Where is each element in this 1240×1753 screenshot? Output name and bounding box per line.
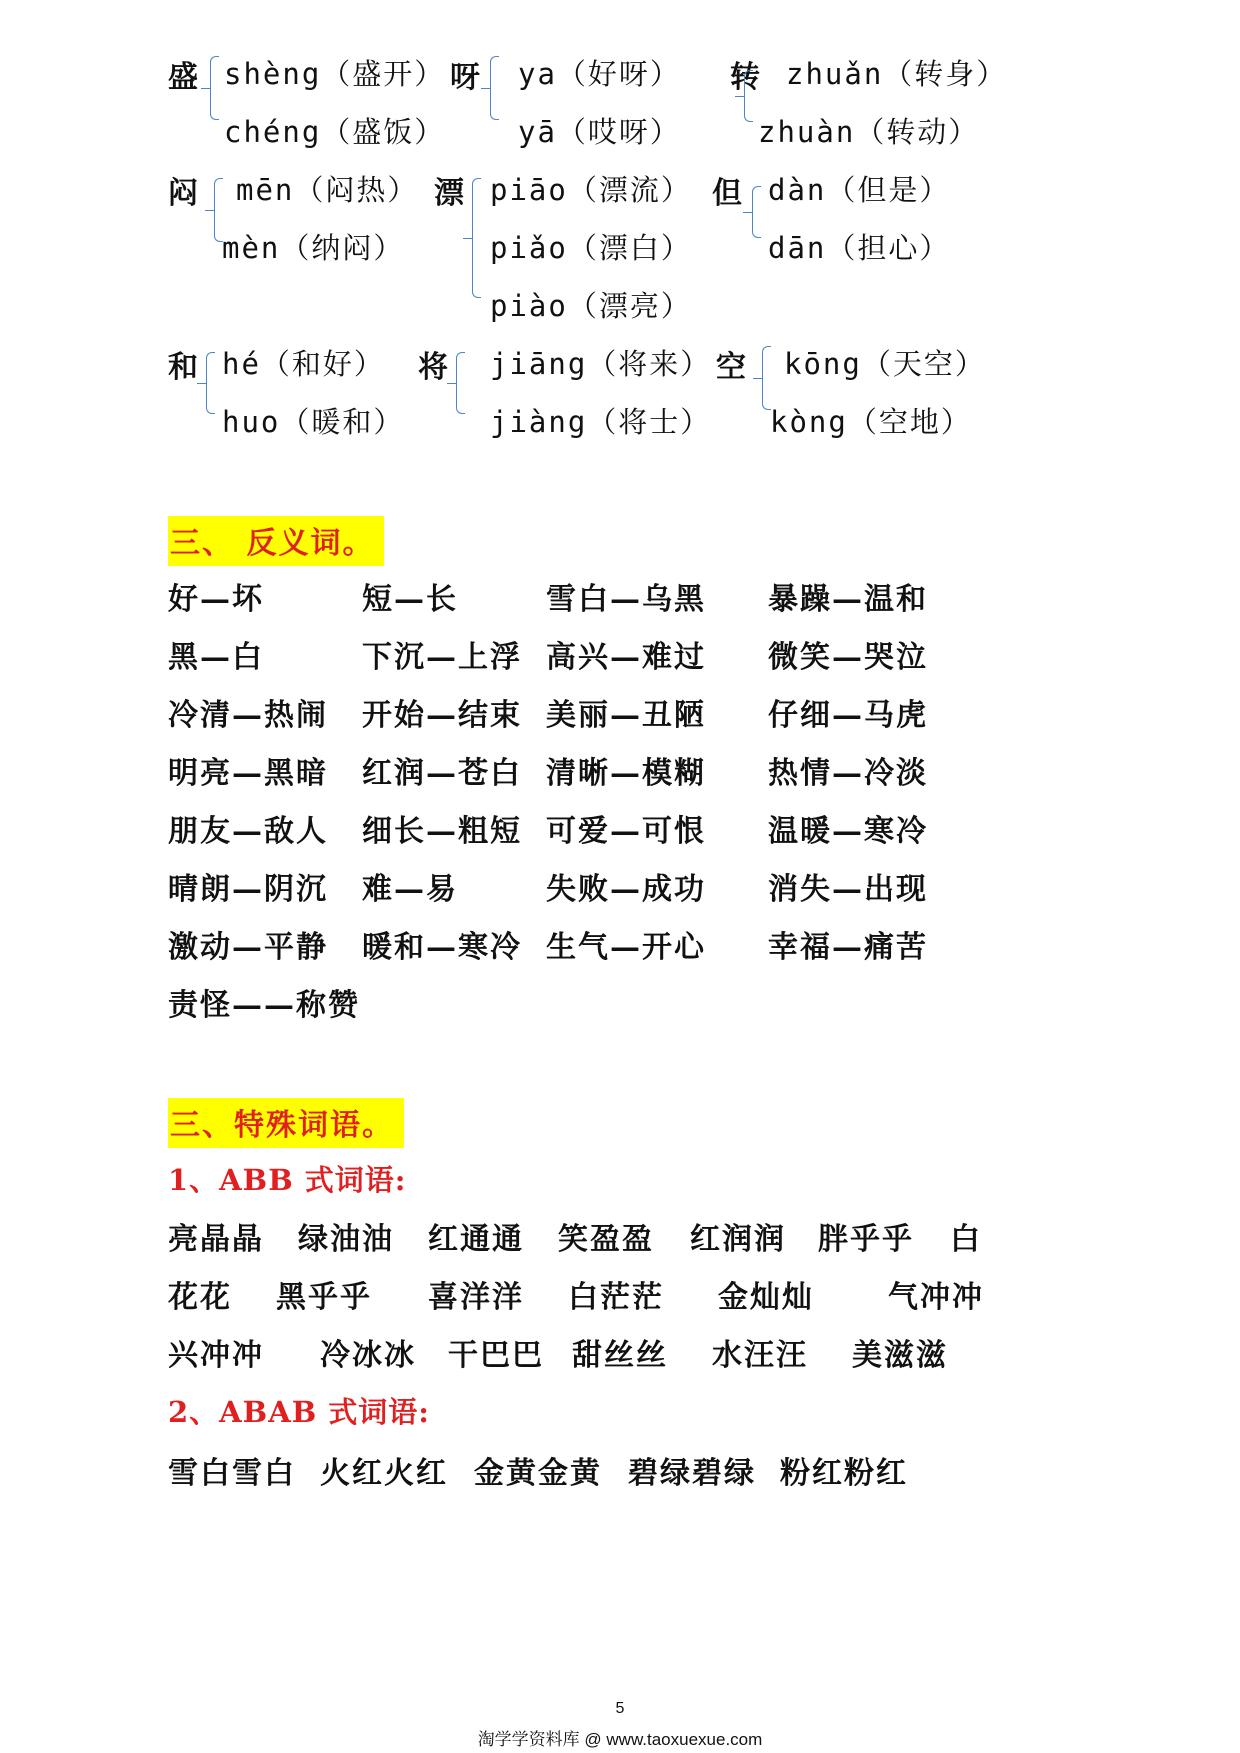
antonym-pair: 消失—出现 (768, 872, 928, 907)
brace-icon (744, 70, 753, 122)
antonym-pair: 责怪——称赞 (168, 988, 360, 1023)
special-words-heading: 三、特殊词语。 (168, 1098, 404, 1148)
abb-word: 红通通 (428, 1222, 524, 1257)
antonym-pair: 仔细—马虎 (768, 698, 928, 733)
abb-word: 金灿灿 (718, 1280, 814, 1315)
abb-word: 花花 (168, 1280, 232, 1315)
antonym-pair: 晴朗—阴沉 (168, 872, 328, 907)
brace-icon (490, 56, 499, 120)
antonyms-heading: 三、 反义词。 (168, 516, 384, 566)
abab-word: 雪白雪白 (168, 1456, 296, 1491)
poly-reading: jiāng（将来） (490, 347, 712, 381)
abb-word: 笑盈盈 (558, 1222, 654, 1257)
antonym-pair: 温暖—寒冷 (768, 814, 928, 849)
antonym-pair: 激动—平静 (168, 930, 328, 965)
abb-word: 胖乎乎 (818, 1222, 914, 1257)
poly-char: 转 (730, 60, 760, 95)
poly-reading: hé（和好） (222, 347, 385, 381)
poly-reading: mēn（闷热） (236, 173, 419, 207)
antonym-pair: 可爱—可恨 (546, 814, 706, 849)
poly-char: 和 (168, 350, 198, 385)
antonym-pair: 暖和—寒冷 (362, 930, 522, 965)
poly-reading: kòng（空地） (770, 405, 972, 439)
antonym-pair: 难—易 (362, 872, 458, 907)
page-number: 5 (615, 1700, 625, 1717)
poly-reading: zhuàn（转动） (758, 115, 980, 149)
footer-watermark: 淘学学资料库 @ www.taoxuexue.com (477, 1730, 763, 1749)
poly-reading: piào（漂亮） (490, 289, 692, 323)
abab-heading: 2、ABAB 式词语: (168, 1395, 431, 1429)
antonym-pair: 美丽—丑陋 (546, 698, 706, 733)
abb-word: 冷冰冰 (320, 1338, 416, 1373)
antonym-pair: 雪白—乌黑 (546, 582, 706, 617)
abab-word: 火红火红 (320, 1456, 448, 1491)
poly-char: 闷 (168, 176, 198, 211)
poly-reading: piāo（漂流） (490, 173, 692, 207)
antonym-pair: 红润—苍白 (362, 756, 522, 791)
antonym-pair: 开始—结束 (362, 698, 522, 733)
poly-reading: huo（暖和） (222, 405, 405, 439)
antonym-pair: 微笑—哭泣 (768, 640, 928, 675)
antonym-pair: 朋友—敌人 (168, 814, 328, 849)
abb-word: 水汪汪 (712, 1338, 808, 1373)
abb-heading: 1、ABB 式词语: (168, 1163, 407, 1197)
abb-word: 喜洋洋 (428, 1280, 524, 1315)
poly-reading: piǎo（漂白） (490, 231, 692, 265)
poly-reading: chéng（盛饭） (224, 115, 446, 149)
abb-word: 白 (950, 1222, 982, 1257)
poly-reading: mèn（纳闷） (222, 231, 405, 265)
poly-reading: jiàng（将士） (490, 405, 712, 439)
brace-icon (456, 352, 465, 414)
antonym-pair: 幸福—痛苦 (768, 930, 928, 965)
brace-icon (472, 178, 481, 298)
poly-char: 呀 (450, 60, 480, 95)
abb-word: 红润润 (690, 1222, 786, 1257)
poly-reading: dān（担心） (768, 231, 951, 265)
antonym-pair: 下沉—上浮 (362, 640, 522, 675)
antonym-pair: 清晰—模糊 (546, 756, 706, 791)
antonym-pair: 生气—开心 (546, 930, 706, 965)
poly-reading: shèng（盛开） (224, 57, 446, 91)
poly-reading: kōng（天空） (784, 347, 986, 381)
antonym-pair: 高兴—难过 (546, 640, 706, 675)
abb-word: 兴冲冲 (168, 1338, 264, 1373)
abb-word: 干巴巴 (448, 1338, 544, 1373)
abb-word: 白茫茫 (568, 1280, 664, 1315)
antonym-pair: 黑—白 (168, 640, 264, 675)
antonym-pair: 短—长 (362, 582, 458, 617)
abb-word: 黑乎乎 (276, 1280, 372, 1315)
poly-reading: dàn（但是） (768, 173, 951, 207)
antonym-pair: 暴躁—温和 (768, 582, 928, 617)
brace-icon (752, 186, 761, 238)
poly-reading: yā（哎呀） (518, 115, 681, 149)
antonym-pair: 热情—冷淡 (768, 756, 928, 791)
poly-char: 但 (712, 176, 742, 211)
poly-reading: zhuǎn（转身） (786, 57, 1008, 91)
abb-word: 亮晶晶 (168, 1222, 264, 1257)
abab-word: 金黄金黄 (474, 1456, 602, 1491)
abab-word: 粉红粉红 (780, 1456, 908, 1491)
abab-word: 碧绿碧绿 (628, 1456, 756, 1491)
antonym-pair: 冷清—热闹 (168, 698, 328, 733)
poly-char: 空 (716, 350, 746, 385)
abb-word: 美滋滋 (852, 1338, 948, 1373)
poly-char: 盛 (168, 60, 198, 95)
antonym-pair: 细长—粗短 (362, 814, 522, 849)
antonym-pair: 失败—成功 (546, 872, 706, 907)
antonym-pair: 好—坏 (168, 582, 264, 617)
abb-word: 气冲冲 (888, 1280, 984, 1315)
antonym-pair: 明亮—黑暗 (168, 756, 328, 791)
brace-icon (206, 352, 215, 414)
poly-char: 漂 (434, 176, 464, 211)
poly-reading: ya（好呀） (518, 57, 681, 91)
poly-char: 将 (418, 350, 448, 385)
abb-word: 甜丝丝 (572, 1338, 668, 1373)
abb-word: 绿油油 (298, 1222, 394, 1257)
brace-icon (210, 56, 219, 120)
